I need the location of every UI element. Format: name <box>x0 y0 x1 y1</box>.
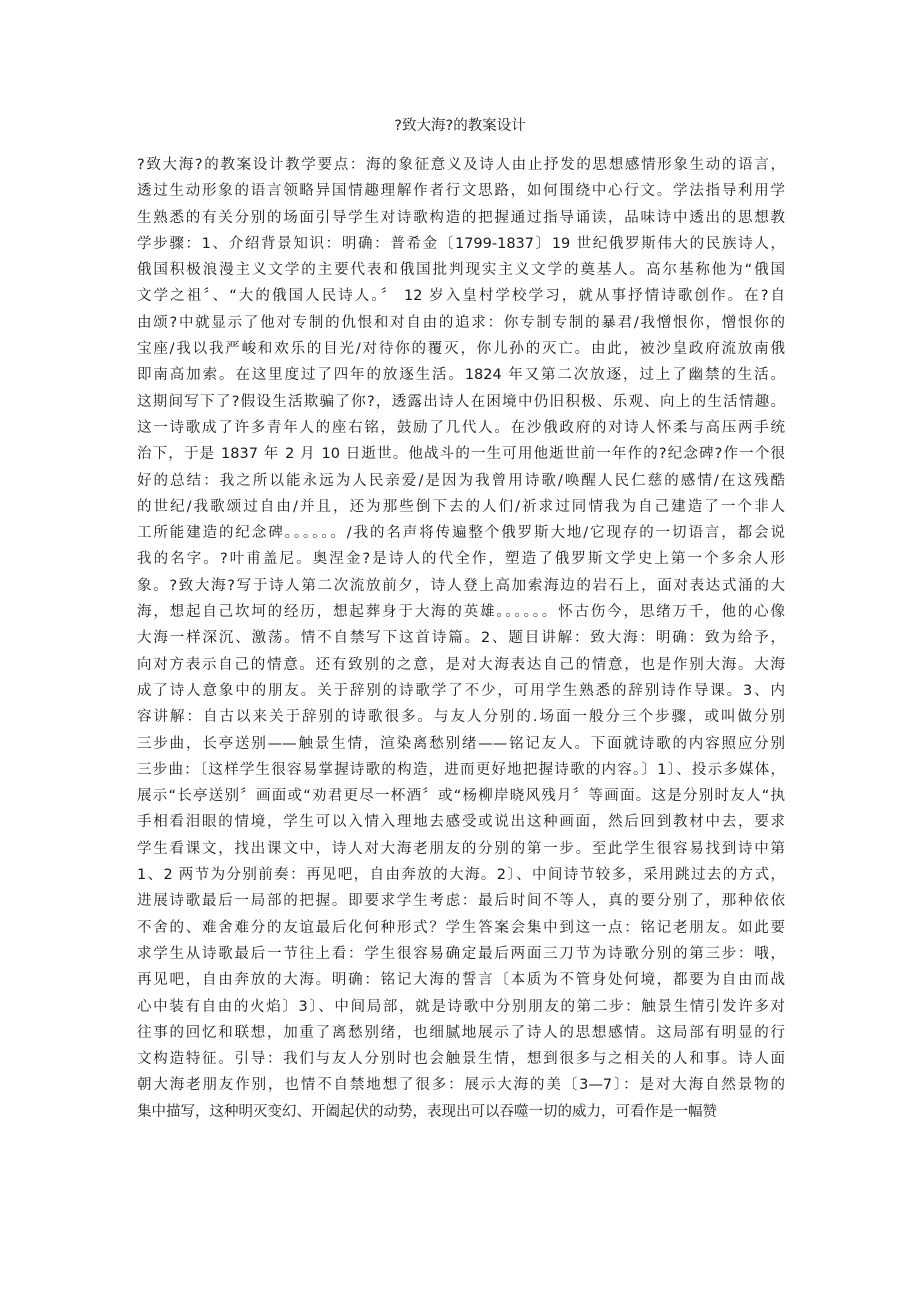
text-line: ?致大海?的教案设计教学要点：海的象征意义及诗人由止抒发的思想感情形象生动的语言， <box>137 157 785 173</box>
text-line: 向对方表示自己的情意。还有致别的之意，是对大海表达自己的情意，也是作别大海。大海 <box>137 656 785 673</box>
text-line: 朝大海老朋友作别，也情不自禁地想了很多：展示大海的美〔3—7〕：是对大海自然景物的 <box>137 1077 785 1094</box>
text-line: 大海一样深沉、激荡。情不自禁写下这首诗篇。2、题目讲解：致大海：明确：致为给予， <box>137 630 785 647</box>
text-line: 成了诗人意象中的朋友。关于辞别的诗歌学了不少，可用学生熟悉的辞别诗作导课。3、内 <box>137 682 785 699</box>
text-line: 展示“长亭送别〞画面或“劝君更尽一杯酒〞或“杨柳岸晓风残月〞等画面。这是分别时友人“执 <box>137 788 785 805</box>
text-line: 集中描写，这种明灭变幻、开阖起伏的动势，表现出可以吞噬一切的威力，可看作是一幅赞 <box>137 1103 717 1120</box>
document-title: ?致大海?的教案设计 <box>394 118 526 134</box>
text-line: 由颂?中就显示了他对专制的仇恨和对自由的追求：你专制专制的暴君/我憎恨你，憎恨你的 <box>137 314 785 331</box>
text-line: 生熟悉的有关分别的场面引导学生对诗歌构造的把握通过指导诵读，品味诗中透出的思想教 <box>137 209 785 226</box>
text-line: 进展诗歌最后一局部的把握。即要求学生考虑：最后时间不等人，真的要分别了，那种依依 <box>137 893 785 910</box>
text-line: 文学之祖〞、“大的俄国人民诗人。〞 12 岁入皇村学校学习，就从事抒情诗歌创作。在?自 <box>137 288 785 305</box>
text-line: 三步曲，长亭送别——触景生情，渲染离愁别绪——铭记友人。下面就诗歌的内容照应分别 <box>137 735 785 752</box>
text-line: 好的总结：我之所以能永远为人民亲爱/是因为我曾用诗歌/唤醒人民仁慈的感情/在这残酷 <box>137 472 785 489</box>
text-line: 这一诗歌成了许多青年人的座右铭，鼓励了几代人。在沙俄政府的对诗人怀柔与高压两手统 <box>137 419 785 436</box>
text-line: 再见吧，自由奔放的大海。明确：铭记大海的誓言〔本质为不管身处何境，都要为自由而战 <box>137 972 785 989</box>
text-line: 文构造特征。引导：我们与友人分别时也会触景生情，想到很多与之相关的人和事。诗人面 <box>137 1051 785 1068</box>
text-line: 三步曲：〔这样学生很容易掌握诗歌的构造，进而更好地把握诗歌的内容。〕1〕、投示多媒体， <box>137 761 785 778</box>
text-line: 学生看课文，找出课文中，诗人对大海老朋友的分别的第一步。至此学生很容易找到诗中第 <box>137 840 785 857</box>
text-line: 这期间写下了?假设生活欺骗了你?，透露出诗人在困境中仍旧积极、乐观、向上的生活情趣。 <box>137 393 785 410</box>
text-line: 海，想起自己坎坷的经历，想起葬身于大海的英雄。。。。。。怀古伤今，思绪万千，他的心像 <box>137 604 785 621</box>
text-line: 我的名字。?叶甫盖尼。奥涅金?是诗人的代全作，塑造了俄罗斯文学史上第一个多余人形 <box>137 551 785 568</box>
text-line: 手相看泪眼的情境，学生可以入情入理地去感受或说出这种画面，然后回到教材中去，要求 <box>137 814 785 831</box>
text-line: 透过生动形象的语言领略异国情趣理解作者行文思路，如何围绕中心行文。学法指导利用学 <box>137 183 785 200</box>
text-line: 容讲解：自古以来关于辞别的诗歌很多。与友人分别的.场面一般分三个步骤，或叫做分别 <box>137 709 785 726</box>
text-line: 治下，于是 1837 年 2 月 10 日逝世。他战斗的一生可用他逝世前一年作的?纪念碑?作一个很 <box>137 446 785 463</box>
text-line: 1、2 两节为分别前奏：再见吧，自由奔放的大海。2〕、中间诗节较多，采用跳过去的方式， <box>137 867 785 884</box>
text-line: 求学生从诗歌最后一节往上看：学生很容易确定最后两面三刀节为诗歌分别的第三步：哦， <box>137 945 785 962</box>
text-line: 往事的回忆和联想，加重了离愁别绪，也细腻地展示了诗人的思想感情。这局部有明显的行 <box>137 1024 785 1041</box>
text-line: 的世纪/我歌颂过自由/并且，还为那些倒下去的人们/祈求过同情我为自己建造了一个非人 <box>137 498 785 515</box>
text-line: 俄国积极浪漫主义文学的主要代表和俄国批判现实主义文学的奠基人。高尔基称他为“俄国 <box>137 262 785 279</box>
text-line: 工所能建造的纪念碑。。。。。。/我的名声将传遍整个俄罗斯大地/它现存的一切语言，都会说 <box>137 525 785 542</box>
text-line: 心中装有自由的火焰〕3〕、中间局部，就是诗歌中分别朋友的第二步：触景生情引发许多对 <box>137 998 785 1015</box>
text-line: 宝座/我以我严峻和欢乐的目光/对待你的覆灭，你儿孙的灭亡。由此，被沙皇政府流放南俄 <box>137 341 785 358</box>
text-line: 即南高加索。在这里度过了四年的放逐生活。1824 年又第二次放逐，过上了幽禁的生活。 <box>137 367 785 384</box>
text-line: 象。?致大海?写于诗人第二次流放前夕，诗人登上高加索海边的岩石上，面对表达式涌的大 <box>137 577 785 594</box>
text-line: 学步骤：1、介绍背景知识：明确：普希金〔1799-1837〕19 世纪俄罗斯伟大的民族诗人， <box>137 235 785 252</box>
text-line: 不舍的、难舍难分的友谊最后化何种形式？学生答案会集中到这一点：铭记老朋友。如此要 <box>137 919 785 936</box>
document-body <box>137 152 785 1125</box>
